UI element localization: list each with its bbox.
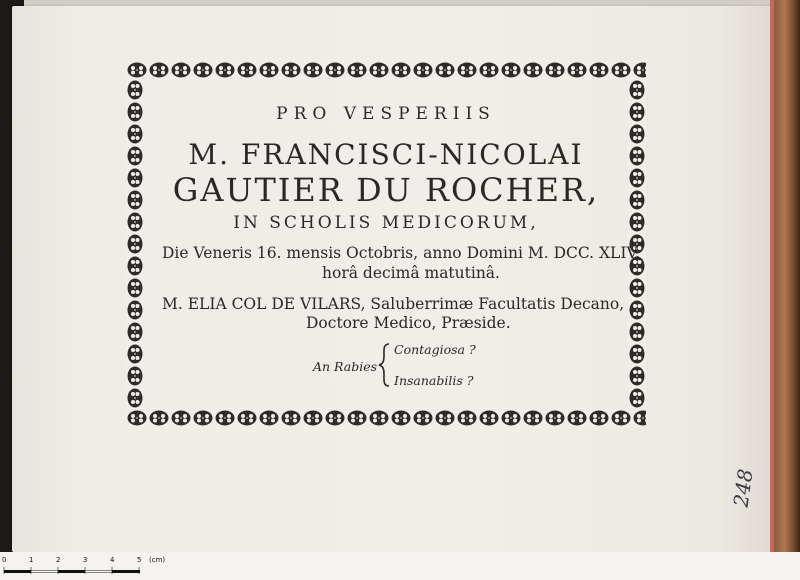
ornament-row-bottom	[126, 409, 646, 427]
ruler-label-4: 4	[110, 556, 115, 564]
president-title-line: Doctore Medico, Præside.	[306, 314, 511, 332]
ruler-label-5: 5	[137, 556, 142, 564]
venue-line: IN SCHOLIS MEDICORUM,	[233, 213, 539, 233]
ruler-ticks	[0, 556, 150, 580]
president-line: M. ELIA COL DE VILARS, Saluberrimæ Facultatis Decano,	[162, 295, 625, 313]
heading-pro-vesperiis: PRO VESPERIIS	[276, 104, 496, 124]
centimeter-ruler	[0, 556, 170, 580]
ornament-border-top	[126, 61, 646, 79]
ruler-label-3: 3	[83, 556, 88, 564]
ruler-label-1: 1	[29, 556, 34, 564]
ornament-row-top	[126, 61, 646, 79]
question-lead: An Rabies	[313, 359, 378, 374]
candidate-surname: GAUTIER DU ROCHER,	[172, 171, 600, 209]
candidate-given-names: M. FRANCISCI-NICOLAI	[188, 138, 584, 171]
ruler-label-2: 2	[56, 556, 61, 564]
book-binding	[774, 0, 800, 580]
question-option-contagious: Contagiosa ?	[394, 342, 476, 357]
ornament-border-bottom	[126, 409, 646, 427]
ornament-column-left	[126, 79, 144, 409]
handwritten-folio-number: 248	[728, 467, 758, 509]
time-line: horâ decimâ matutinâ.	[322, 264, 500, 282]
date-line: Die Veneris 16. mensis Octobris, anno Domini M. DCC. XLIV.	[162, 244, 640, 262]
question-option-incurable: Insanabilis ?	[394, 373, 474, 388]
ornament-border-left	[126, 79, 144, 409]
curly-brace-icon	[377, 342, 393, 388]
ruler-unit: (cm)	[149, 556, 166, 564]
ruler-label-0: 0	[2, 556, 7, 564]
